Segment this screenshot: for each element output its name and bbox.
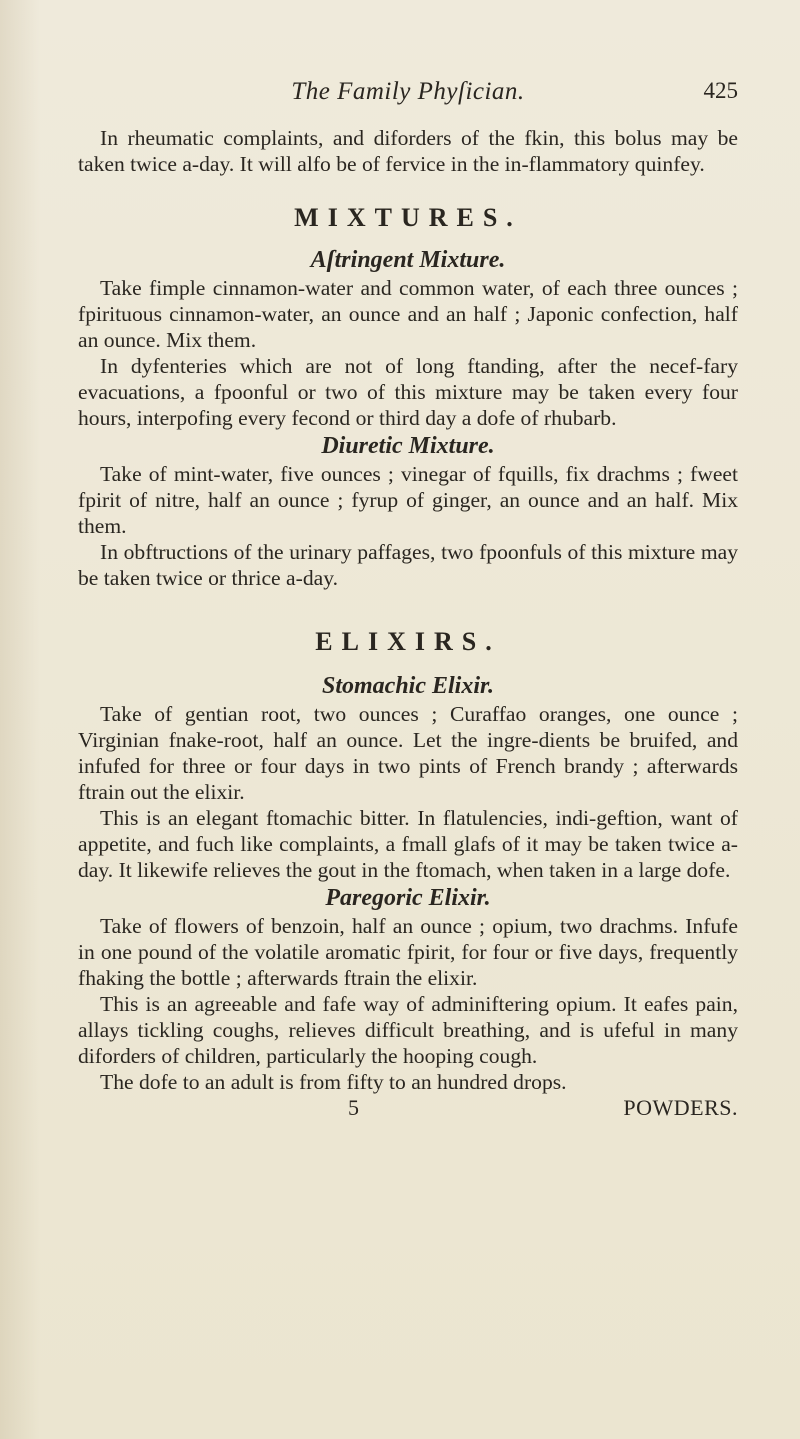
paragraph: Take fimple cinnamon-water and common water, of each three ounces ; fpirituous cinnamon-water, an ounce and an half ; Japonic confection, half an ounce. Mix them. xyxy=(78,276,738,352)
page-number: 425 xyxy=(703,78,738,103)
entry-title-astringent-mixture: Aſtringent Mixture. xyxy=(310,247,506,273)
entry-title-paregoric-elixir: Paregoric Elixir. xyxy=(325,885,491,911)
catchline xyxy=(78,1095,738,1123)
running-title: The Family Phyſician. xyxy=(291,78,525,105)
running-head xyxy=(78,60,738,105)
paragraph: Take of mint-water, five ounces ; vinegar of fquills, fix drachms ; fweet fpirit of nitre, half an ounce ; fyrup of ginger, an ounce and an half. Mix them. xyxy=(78,462,738,538)
entry-title-stomachic-elixir: Stomachic Elixir. xyxy=(321,673,495,699)
paragraph: This is an elegant ftomachic bitter. In flatulencies, indi-geftion, want of appetite, and fuch like complaints, a fmall glafs of it may be taken twice a-day. It likewife relieves the gout in the ftomach, when taken in a large dofe. xyxy=(78,806,738,882)
section-heading-elixirs: ELIXIRS. xyxy=(315,627,501,656)
section-heading-mixtures: MIXTURES. xyxy=(294,203,522,232)
paragraph: Take of gentian root, two ounces ; Curaffao oranges, one ounce ; Virginian fnake-root, half an ounce. Let the ingre-dients be bruifed, and infufed for three or four days in two pints of French brandy ; afterwards ftrain out the elixir. xyxy=(78,702,738,804)
paragraph: In dyfenteries which are not of long ftanding, after the necef-fary evacuations, a fpoonful or two of this mixture may be taken every four hours, interpofing every fecond or third day a dofe of rhubarb. xyxy=(78,354,738,430)
paragraph: In obftructions of the urinary paffages, two fpoonfuls of this mixture may be taken twice or thrice a-day. xyxy=(78,540,738,590)
paragraph: The dofe to an adult is from fifty to an hundred drops. xyxy=(100,1070,567,1094)
paragraph: Take of flowers of benzoin, half an ounce ; opium, two drachms. Infufe in one pound of the volatile aromatic fpirit, for four or five days, frequently fhaking the bottle ; afterwards ftrain the elixir. xyxy=(78,914,738,990)
signature-mark: 5 xyxy=(348,1095,359,1120)
paragraph: This is an agreeable and fafe way of adminiftering opium. It eafes pain, allays tickling coughs, relieves difficult breathing, and is ufeful in many diforders of children, particularly the hooping cough. xyxy=(78,992,738,1068)
catchword: POWDERS. xyxy=(623,1095,738,1120)
page-body xyxy=(78,125,738,1095)
entry-title-diuretic-mixture: Diuretic Mixture. xyxy=(321,433,495,459)
intro-paragraph: In rheumatic complaints, and diforders of the fkin, this bolus may be taken twice a-day. It will alfo be of fervice in the in-flammatory quinfey. xyxy=(78,126,738,176)
